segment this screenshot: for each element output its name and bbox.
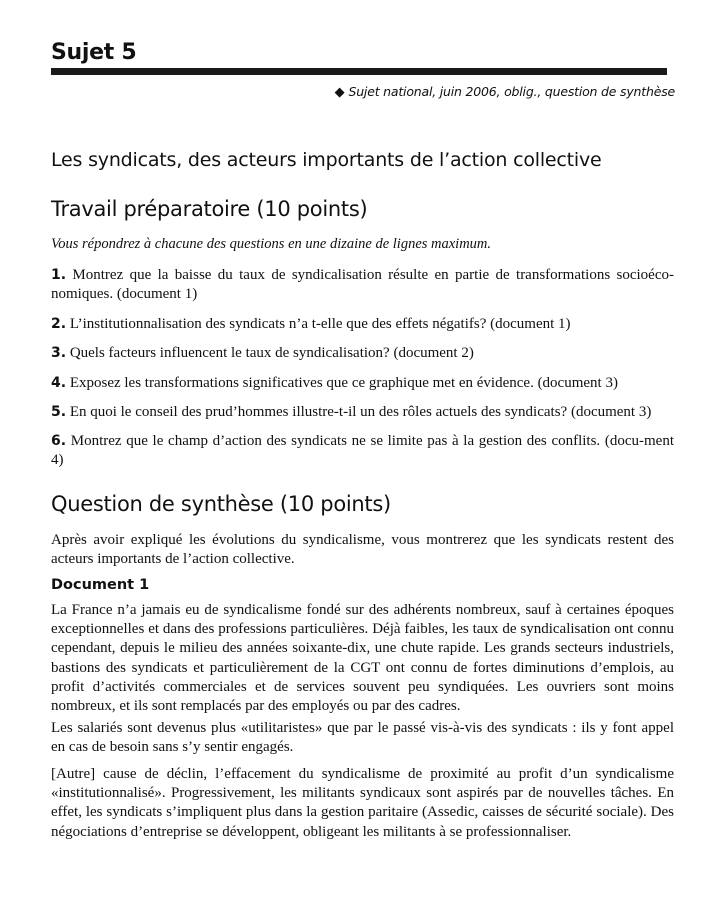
question-text: Exposez les transformations significatives que ce graphique met en évidence. (document 3) (69, 375, 618, 391)
travail-heading: Travail préparatoire (10 points) (51, 197, 368, 221)
source-line (335, 84, 675, 100)
question-text: Montrez que la baisse du taux de syndicalisation résulte en partie de transformations socioéco-nomiques. (document 1) (51, 267, 674, 302)
question-2 (51, 315, 674, 334)
synthese-heading: Question de synthèse (10 points) (51, 492, 391, 516)
question-4 (51, 374, 674, 393)
question-6 (51, 432, 674, 470)
synthese-text: Après avoir expliqué les évolutions du syndicalisme, vous montrerez que les syndicats restent des acteurs importants de l’action collective. (51, 532, 674, 568)
question-3 (51, 344, 674, 363)
question-text: En quoi le conseil des prud’hommes illustre-t-il un des rôles actuels des syndicats? (document 3) (69, 404, 652, 420)
question-text: Quels facteurs influencent le taux de syndicalisation? (document 2) (69, 345, 474, 361)
question-number: 5. (51, 404, 67, 420)
question-number: 6. (51, 433, 67, 449)
document-1-paragraph-2: Les salariés sont devenus plus «utilitaristes» que par le passé vis-à-vis des syndicats : ils y font appel en cas de besoin sans s’y sentir engagés. (51, 720, 674, 756)
question-text: Montrez que le champ d’action des syndicats ne se limite pas à la gestion des conflits. (docu-ment 4) (51, 433, 674, 468)
document-1-paragraph-1: La France n’a jamais eu de syndicalisme fondé sur des adhérents nombreux, sauf à certaines époques exceptionnelles et dans des professions particulières. Déjà faibles, les taux de syndicalisation ont connu cependant, depuis le milieu des années soixante-dix, une chute rapide. Les grands secteurs industriels, bastions des syndicats et particulièrement de la CGT ont connu de fortes diminutions d’emplois, au profit d’activités commerciales et de services souvent peu syndiquées. Les ouvriers sont moins nombreux, et ils sont remplacés par des employés ou par des cadres. (51, 602, 674, 715)
question-number: 2. (51, 316, 67, 332)
question-number: 4. (51, 375, 67, 391)
title-rule (51, 68, 667, 75)
question-number: 3. (51, 345, 67, 361)
question-5 (51, 403, 674, 422)
document-1-title: Document 1 (51, 577, 150, 593)
subject-title: Sujet 5 (51, 40, 137, 65)
document-1-paragraph-3: [Autre] cause de déclin, l’effacement du syndicalisme de proximité au profit d’un syndicalisme «institutionnalisé». Progressivement, les militants syndicaux sont aspirés par de nouvelles tâches. En effet, les syndicats s’impliquent plus dans la gestion paritaire (Assedic, caisses de sécurité sociale). Des négociations d’entreprise se développent, obligeant les militants à se professionnaliser. (51, 766, 674, 840)
question-text: L’institutionnalisation des syndicats n’a t-elle que des effets négatifs? (document 1) (69, 316, 571, 332)
instruction: Vous répondrez à chacune des questions en une dizaine de lignes maximum. (51, 236, 492, 252)
main-title: Les syndicats, des acteurs importants de l’action collective (51, 149, 602, 171)
question-1 (51, 266, 674, 304)
diamond-icon: ◆ (334, 85, 345, 100)
source-text: Sujet national, juin 2006, oblig., question de synthèse (348, 84, 675, 99)
question-number: 1. (51, 267, 67, 283)
